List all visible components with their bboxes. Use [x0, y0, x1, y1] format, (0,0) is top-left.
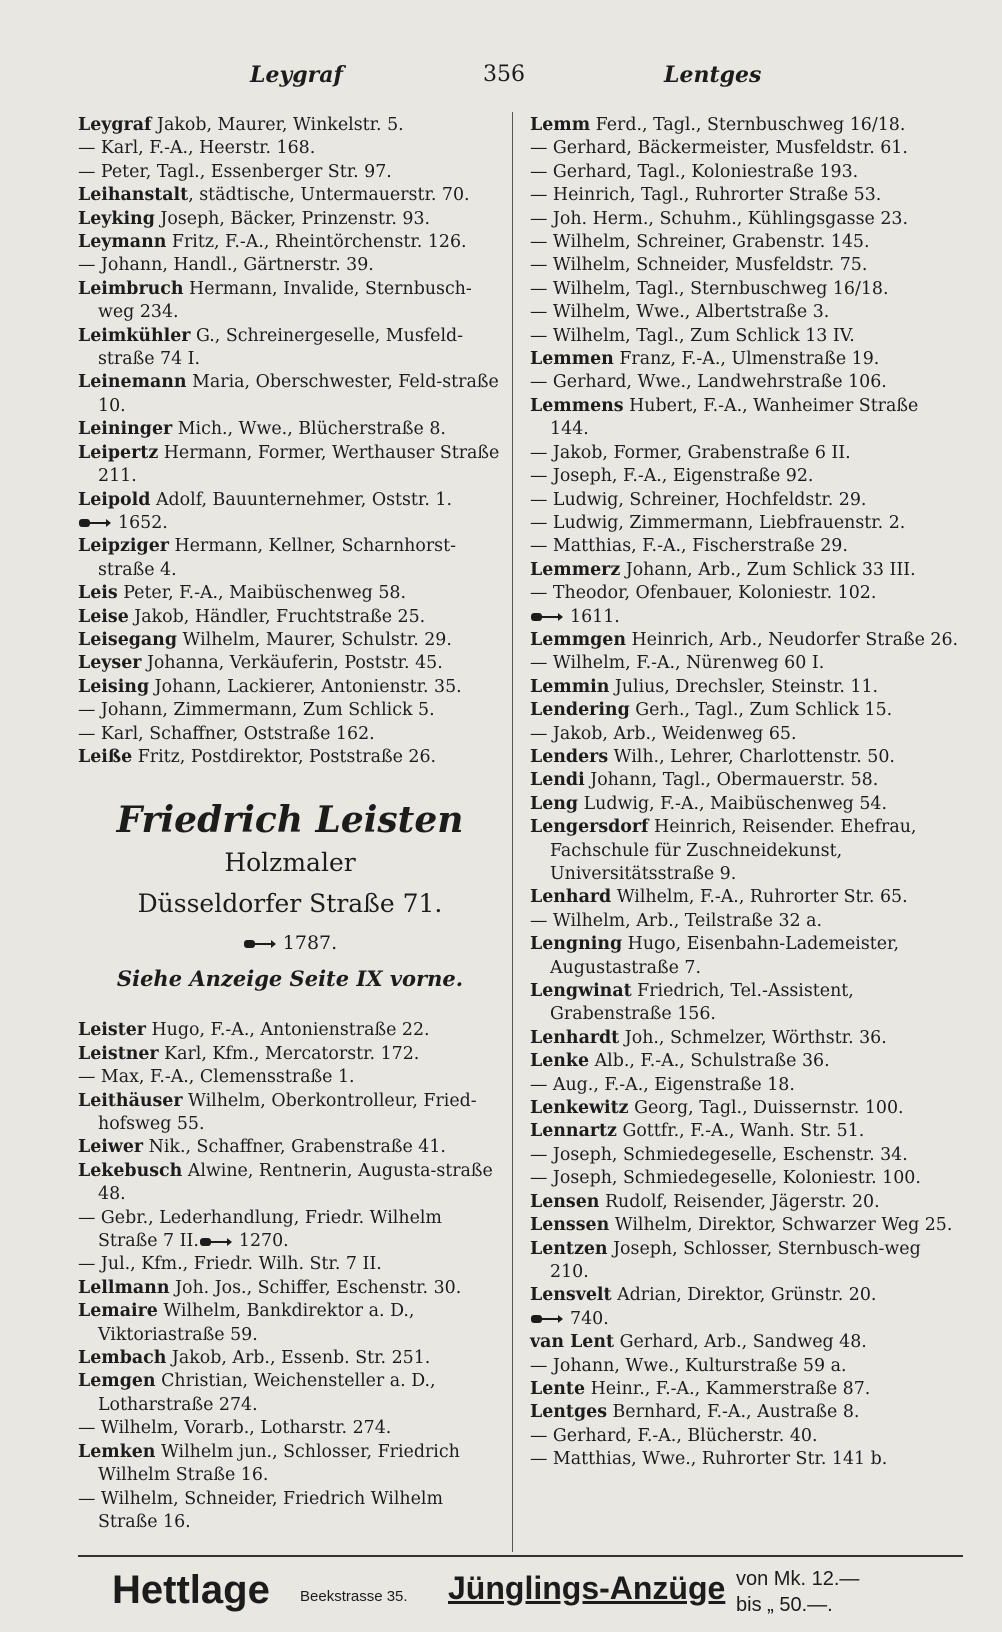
directory-entry: [78, 371, 502, 418]
directory-entry: [78, 1417, 502, 1440]
entry-details: Alb., F.-A., Schulstraße 36.: [589, 1051, 830, 1072]
entry-details: Hermann, Former, Werthauser Straße 211.: [98, 442, 500, 487]
entry-name: Lengning: [530, 934, 623, 955]
entry-details: — Max, F.-A., Clemensstraße 1.: [78, 1067, 355, 1088]
entry-name: Leis: [78, 583, 118, 604]
footer-rule: [78, 1555, 963, 1557]
entry-name: Lembach: [78, 1348, 167, 1369]
entry-details: Hermann, Invalide, Sternbusch-weg 234.: [98, 278, 472, 323]
entry-details: Bernhard, F.-A., Austraße 8.: [606, 1402, 860, 1423]
telephone-icon: [243, 937, 277, 951]
entry-name: Leinemann: [78, 372, 187, 393]
directory-entry: [78, 1277, 502, 1300]
directory-entry: [78, 1090, 502, 1137]
entry-details: — Wilhelm, Schreiner, Grabenstr. 145.: [530, 232, 870, 253]
entry-name: Leipold: [78, 489, 151, 510]
entry-details: Joh. Jos., Schiffer, Eschenstr. 30.: [169, 1277, 462, 1298]
entry-details: — Gerhard, Bäckermeister, Musfeldstr. 61.: [530, 138, 908, 159]
entry-details: Fritz, Postdirektor, Poststraße 26.: [132, 746, 437, 767]
footer-advertisement: [108, 1566, 968, 1622]
directory-entry: [78, 254, 502, 277]
entry-name: Leymann: [78, 232, 167, 253]
entry-name: Lemgen: [78, 1371, 156, 1392]
entry-details: — Heinrich, Tagl., Ruhrorter Straße 53.: [530, 185, 882, 206]
directory-entry: [530, 442, 962, 465]
directory-entry: [530, 1144, 962, 1167]
entry-name: Leiwer: [78, 1137, 144, 1158]
entry-name: Leng: [530, 793, 579, 814]
directory-entry: [530, 1050, 962, 1073]
entry-details: Adrian, Direktor, Grünstr. 20.: [611, 1285, 877, 1306]
ad-phone-number: 1787.: [282, 932, 338, 955]
directory-entry: [78, 676, 502, 699]
footer-price-from: von Mk. 12.—: [736, 1568, 860, 1590]
entry-details: Jakob, Händler, Fruchtstraße 25.: [128, 606, 426, 627]
ad-name: Friedrich Leisten: [116, 799, 464, 842]
entry-details: — Wilhelm, Arb., Teilstraße 32 a.: [530, 910, 823, 931]
directory-entry: [530, 465, 962, 488]
advertisement-box: [78, 797, 502, 997]
entry-name: van Lent: [530, 1332, 615, 1353]
header-right-keyword: Lentges: [664, 62, 762, 88]
entry-name: Leiße: [78, 746, 133, 767]
entry-details: — Matthias, Wwe., Ruhrorter Str. 141 b.: [530, 1449, 888, 1470]
entry-details: — Karl, F.-A., Heerstr. 168.: [78, 138, 316, 159]
entry-details: Jakob, Arb., Essenb. Str. 251.: [166, 1348, 431, 1369]
directory-entry: [530, 1378, 962, 1401]
ad-note: Siehe Anzeige Seite IX vorne.: [116, 966, 464, 992]
telephone-icon: [199, 1235, 233, 1249]
entry-details: — Ludwig, Zimmermann, Liebfrauenstr. 2.: [530, 512, 906, 533]
directory-entry: [530, 1355, 962, 1378]
footer-price-to: bis „ 50.—.: [736, 1594, 833, 1616]
entry-name: Leimbruch: [78, 278, 184, 299]
directory-entry: [78, 1043, 502, 1066]
entry-details: Franz, F.-A., Ulmenstraße 19.: [613, 349, 880, 370]
directory-entry: [78, 231, 502, 254]
directory-entry: [530, 723, 962, 746]
directory-entry: [530, 1308, 962, 1331]
directory-entry: [530, 1284, 962, 1307]
entry-name: Lemmens: [530, 395, 624, 416]
directory-entry: [530, 348, 962, 371]
entry-phone: [219, 1230, 289, 1253]
entry-details: Gerh., Tagl., Zum Schlick 15.: [629, 700, 893, 721]
directory-entry: [530, 933, 962, 980]
directory-entry: [530, 1027, 962, 1050]
entry-details: — Jakob, Arb., Weidenweg 65.: [530, 723, 797, 744]
directory-entry: [530, 114, 962, 137]
entry-name: Lensvelt: [530, 1285, 612, 1306]
entry-details: Christian, Weichensteller a. D., Lotharstraße 274.: [98, 1371, 436, 1415]
entry-name: Lemmin: [530, 676, 610, 697]
entry-details: Wilhelm jun., Schlosser, Friedrich Wilhelm Straße 16.: [98, 1441, 460, 1486]
entry-details: Gottfr., F.-A., Wanh. Str. 51.: [616, 1121, 865, 1142]
entry-name: Leyser: [78, 653, 142, 674]
directory-entry: [78, 1253, 502, 1276]
directory-entry: [530, 652, 962, 675]
entry-name: Lenssen: [530, 1215, 610, 1236]
directory-entry: [78, 582, 502, 605]
telephone-icon: [78, 516, 112, 530]
entry-details: — Matthias, F.-A., Fischerstraße 29.: [530, 536, 848, 557]
entry-details: Adolf, Bauunternehmer, Oststr. 1.: [150, 489, 452, 510]
footer-address: Beekstrasse 35.: [300, 1588, 408, 1605]
entry-name: Lekebusch: [78, 1160, 183, 1181]
entry-details: Ludwig, F.-A., Maibüschenweg 54.: [578, 793, 887, 814]
directory-entry: [530, 371, 962, 394]
header-left-keyword: Leygraf: [250, 62, 343, 88]
directory-entry: [78, 325, 502, 372]
directory-entry: [78, 746, 502, 769]
left-entries-continued: [78, 1019, 502, 1534]
footer-slogan: Jünglings-Anzüge: [448, 1570, 726, 1606]
entry-details: Fritz, F.-A., Rheintörchenstr. 126.: [166, 232, 467, 253]
entry-details: Maria, Oberschwester, Feld-straße 10.: [98, 372, 499, 416]
entry-details: Rudolf, Reisender, Jägerstr. 20.: [599, 1191, 880, 1212]
telephone-icon: [530, 610, 564, 624]
directory-entry: [78, 629, 502, 652]
directory-entry: [78, 1207, 502, 1254]
entry-name: Lenkewitz: [530, 1098, 629, 1119]
entry-name: Leistner: [78, 1043, 159, 1064]
directory-entry: [530, 769, 962, 792]
directory-entry: [78, 723, 502, 746]
entry-details: Friedrich, Tel.-Assistent, Grabenstraße 156.: [550, 981, 854, 1025]
entry-details: — Johann, Wwe., Kulturstraße 59 a.: [530, 1355, 847, 1376]
directory-entry: [530, 793, 962, 816]
entry-details: Alwine, Rentnerin, Augusta-straße 48.: [98, 1160, 493, 1205]
entry-details: — Theodor, Ofenbauer, Koloniestr. 102.: [530, 583, 877, 604]
directory-entry: [530, 1097, 962, 1120]
entry-details: — Gerhard, Wwe., Landwehrstraße 106.: [530, 372, 887, 393]
entry-phone-number: 1611.: [570, 606, 620, 627]
directory-entry: [530, 910, 962, 933]
directory-entry: [78, 1488, 502, 1535]
entry-details: — Wilhelm, Schneider, Musfeldstr. 75.: [530, 255, 868, 276]
directory-entry: [78, 161, 502, 184]
directory-entry: [78, 1066, 502, 1089]
entry-phone-number: 740.: [570, 1308, 609, 1329]
entry-details: Wilhelm, Bankdirektor a. D., Viktoriastraße 59.: [98, 1301, 415, 1345]
directory-entry: [530, 301, 962, 324]
directory-entry: [530, 1214, 962, 1237]
directory-entry: [530, 137, 962, 160]
entry-details: Wilhelm, Direktor, Schwarzer Weg 25.: [609, 1215, 953, 1236]
entry-details: Joh., Schmelzer, Wörthstr. 36.: [619, 1027, 887, 1048]
entry-details: Gerhard, Arb., Sandweg 48.: [614, 1332, 867, 1353]
entry-details: — Aug., F.-A., Eigenstraße 18.: [530, 1074, 795, 1095]
entry-name: Lemmgen: [530, 629, 626, 650]
directory-entry: [530, 535, 962, 558]
entry-details: — Gerhard, F.-A., Blücherstr. 40.: [530, 1425, 818, 1446]
entry-details: — Jul., Kfm., Friedr. Wilh. Str. 7 II.: [78, 1254, 382, 1275]
entry-details: — Joseph, Schmiedegeselle, Eschenstr. 34.: [530, 1144, 908, 1165]
entry-name: Lente: [530, 1378, 586, 1399]
directory-entry: [530, 582, 962, 605]
directory-entry: [78, 512, 502, 535]
entry-name: Lemmen: [530, 349, 614, 370]
entry-name: Leimkühler: [78, 325, 191, 346]
right-entries: [530, 114, 962, 1472]
directory-entry: [530, 1074, 962, 1097]
entry-name: Lendering: [530, 700, 630, 721]
directory-entry: [530, 1120, 962, 1143]
entry-details: — Karl, Schaffner, Oststraße 162.: [78, 723, 375, 744]
directory-entry: [78, 606, 502, 629]
directory-entry: [78, 208, 502, 231]
entry-details: Georg, Tagl., Duissernstr. 100.: [628, 1098, 904, 1119]
ad-trade: Holzmaler: [224, 848, 356, 878]
entry-details: Johann, Lackierer, Antonienstr. 35.: [149, 676, 462, 697]
directory-entry: [78, 489, 502, 512]
entry-phone-number: 1652.: [118, 512, 168, 533]
entry-details: , städtische, Untermauerstr. 70.: [188, 185, 470, 206]
directory-entry: [530, 278, 962, 301]
entry-details: — Joseph, F.-A., Eigenstraße 92.: [530, 466, 814, 487]
entry-details: Wilhelm, Maurer, Schulstr. 29.: [177, 629, 452, 650]
directory-entry: [530, 886, 962, 909]
footer-brand: Hettlage: [112, 1568, 270, 1612]
directory-entry: [530, 161, 962, 184]
right-column: [530, 114, 962, 1472]
directory-entry: [530, 1401, 962, 1424]
entry-details: — Wilhelm, F.-A., Nürenweg 60 I.: [530, 653, 825, 674]
entry-details: Ferd., Tagl., Sternbuschweg 16/18.: [590, 115, 906, 135]
directory-entry: [78, 1441, 502, 1488]
entry-details: — Johann, Zimmermann, Zum Schlick 5.: [78, 700, 435, 721]
entry-name: Lenhard: [530, 887, 612, 908]
ad-phone: [78, 925, 502, 961]
entry-name: Leipertz: [78, 442, 159, 463]
directory-entry: [530, 629, 962, 652]
directory-entry: [78, 1136, 502, 1159]
directory-entry: [530, 395, 962, 442]
telephone-icon: [530, 1312, 564, 1326]
entry-name: Leister: [78, 1020, 146, 1041]
directory-entry: [78, 137, 502, 160]
entry-details: Hubert, F.-A., Wanheimer Straße 144.: [550, 395, 919, 440]
directory-entry: [530, 325, 962, 348]
directory-entry: [530, 980, 962, 1027]
entry-details: Joseph, Schlosser, Sternbusch-weg 210.: [550, 1238, 921, 1282]
left-entries: [78, 114, 502, 769]
entry-details: — Wilhelm, Vorarb., Lotharstr. 274.: [78, 1418, 392, 1439]
entry-details: Wilh., Lehrer, Charlottenstr. 50.: [608, 746, 895, 767]
directory-entry: [530, 1425, 962, 1448]
entry-phone: [550, 606, 620, 629]
entry-details: — Peter, Tagl., Essenberger Str. 97.: [78, 161, 392, 182]
entry-details: Wilhelm, F.-A., Ruhrorter Str. 65.: [611, 887, 908, 908]
entry-name: Leygraf: [78, 115, 152, 135]
directory-entry: [530, 676, 962, 699]
directory-entry: [530, 816, 962, 886]
entry-name: Lemken: [78, 1441, 156, 1462]
entry-name: Leising: [78, 676, 150, 697]
entry-details: Johanna, Verkäuferin, Poststr. 45.: [141, 653, 443, 674]
directory-entry: [78, 652, 502, 675]
directory-entry: [530, 1238, 962, 1285]
entry-name: Lenke: [530, 1051, 590, 1072]
directory-entry: [530, 606, 962, 629]
left-column: [78, 114, 502, 1534]
directory-entry: [530, 699, 962, 722]
directory-entry: [530, 489, 962, 512]
entry-name: Leithäuser: [78, 1090, 183, 1111]
directory-entry: [78, 699, 502, 722]
directory-entry: [530, 184, 962, 207]
ad-street: Düsseldorfer Straße 71.: [137, 889, 443, 919]
entry-details: Nik., Schaffner, Grabenstraße 41.: [143, 1137, 446, 1158]
directory-entry: [530, 512, 962, 535]
entry-name: Leipziger: [78, 536, 169, 557]
directory-entry: [530, 254, 962, 277]
directory-entry: [78, 418, 502, 441]
entry-name: Leisegang: [78, 629, 177, 650]
entry-details: Hermann, Kellner, Scharnhorst-straße 4.: [98, 536, 456, 580]
entry-details: Johann, Tagl., Obermauerstr. 58.: [584, 770, 879, 791]
entry-name: Lensen: [530, 1191, 600, 1212]
directory-entry: [530, 231, 962, 254]
entry-details: Karl, Kfm., Mercatorstr. 172.: [158, 1043, 420, 1064]
entry-name: Leyking: [78, 208, 155, 229]
page-number: 356: [483, 62, 525, 87]
entry-name: Lemaire: [78, 1301, 158, 1322]
entry-name: Lennartz: [530, 1121, 617, 1142]
entry-details: — Ludwig, Schreiner, Hochfeldstr. 29.: [530, 489, 867, 510]
entry-details: — Gebr., Lederhandlung, Friedr. Wilhelm Straße 7 II.: [78, 1207, 442, 1252]
entry-name: Lendi: [530, 770, 585, 791]
entry-details: Heinr., F.-A., Kammerstraße 87.: [585, 1378, 871, 1399]
directory-entry: [530, 559, 962, 582]
entry-name: Leihanstalt: [78, 185, 189, 206]
entry-details: Joseph, Bäcker, Prinzenstr. 93.: [154, 208, 431, 229]
directory-entry: [530, 208, 962, 231]
entry-details: — Joh. Herm., Schuhm., Kühlingsgasse 23.: [530, 208, 909, 229]
directory-entry: [78, 114, 502, 137]
entry-details: — Gerhard, Tagl., Koloniestraße 193.: [530, 161, 859, 182]
entry-details: — Wilhelm, Schneider, Friedrich Wilhelm Straße 16.: [78, 1488, 443, 1532]
entry-name: Lentges: [530, 1402, 607, 1423]
entry-details: Peter, F.-A., Maibüschenweg 58.: [117, 583, 407, 604]
directory-entry: [530, 1331, 962, 1354]
directory-entry: [530, 1448, 962, 1471]
entry-details: Jakob, Maurer, Winkelstr. 5.: [151, 115, 404, 135]
column-divider: [512, 112, 513, 1552]
entry-name: Lenhardt: [530, 1027, 620, 1048]
entry-name: Lentzen: [530, 1238, 608, 1259]
directory-entry: [78, 1347, 502, 1370]
directory-entry: [78, 278, 502, 325]
entry-name: Lenders: [530, 746, 609, 767]
entry-details: Johann, Arb., Zum Schlick 33 III.: [620, 559, 916, 580]
entry-name: Lellmann: [78, 1277, 170, 1298]
entry-details: Heinrich, Arb., Neudorfer Straße 26.: [625, 629, 959, 650]
entry-details: Julius, Drechsler, Steinstr. 11.: [609, 676, 879, 697]
directory-entry: [78, 1160, 502, 1207]
entry-phone-number: 1270.: [238, 1231, 289, 1252]
directory-entry: [78, 1300, 502, 1347]
entry-phone: [550, 1308, 609, 1331]
directory-entry: [78, 1370, 502, 1417]
directory-entry: [78, 535, 502, 582]
directory-entry: [530, 1167, 962, 1190]
directory-entry: [78, 184, 502, 207]
entry-details: — Wilhelm, Wwe., Albertstraße 3.: [530, 302, 830, 323]
entry-phone: [98, 512, 168, 535]
entry-name: Lengwinat: [530, 981, 632, 1002]
directory-entry: [78, 1019, 502, 1042]
entry-name: Leise: [78, 606, 129, 627]
entry-details: Wilhelm, Oberkontrolleur, Fried-hofsweg 55.: [98, 1090, 477, 1134]
entry-details: — Johann, Handl., Gärtnerstr. 39.: [78, 255, 374, 276]
entry-name: Lengersdorf: [530, 817, 649, 838]
entry-details: — Wilhelm, Tagl., Zum Schlick 13 IV.: [530, 325, 855, 346]
directory-entry: [78, 442, 502, 489]
directory-entry: [530, 1191, 962, 1214]
entry-name: Leininger: [78, 419, 173, 440]
entry-details: — Jakob, Former, Grabenstraße 6 II.: [530, 442, 851, 463]
entry-details: — Joseph, Schmiedegeselle, Koloniestr. 100.: [530, 1168, 921, 1189]
entry-details: Heinrich, Reisender. Ehefrau, Fachschule für Zuschneidekunst, Universitätsstraße 9.: [550, 817, 917, 884]
entry-details: Mich., Wwe., Blücherstraße 8.: [172, 419, 446, 440]
entry-details: Hugo, Eisenbahn-Lademeister, Augustastraße 7.: [550, 934, 899, 978]
entry-details: — Wilhelm, Tagl., Sternbuschweg 16/18.: [530, 278, 889, 299]
entry-details: Hugo, F.-A., Antonienstraße 22.: [145, 1020, 430, 1041]
entry-name: Lemm: [530, 115, 591, 135]
entry-name: Lemmerz: [530, 559, 621, 580]
entry-details: G., Schreinergeselle, Musfeld-straße 74 I.: [98, 325, 464, 370]
directory-entry: [530, 746, 962, 769]
